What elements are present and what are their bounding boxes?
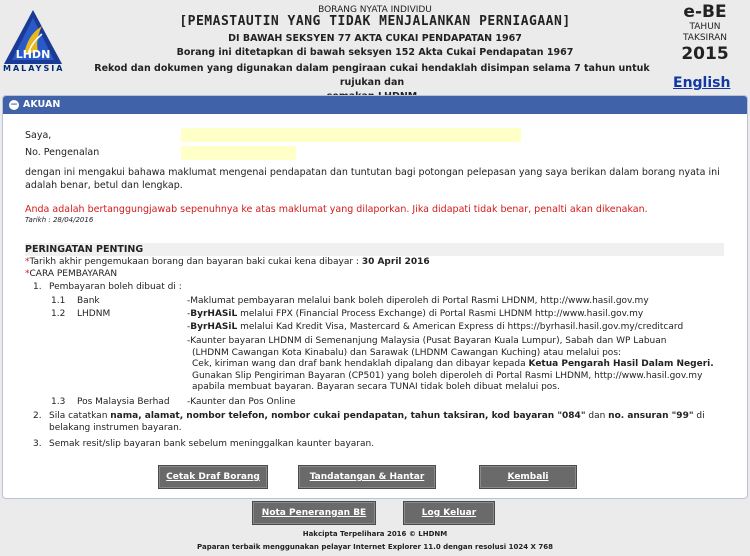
no-pengenalan-label: No. Pengenalan: [25, 147, 100, 158]
logout-button[interactable]: Log Keluar: [403, 501, 495, 525]
item2-e: di: [693, 411, 705, 421]
required-asterisk-icon: *: [25, 257, 30, 267]
declaration-text: [25, 166, 735, 192]
important-notice-heading: PERINGATAN PENTING: [25, 243, 724, 256]
form-type: BORANG NYATA INDIVIDU: [318, 5, 432, 15]
sub12-c3-text: Cek, kiriman wang dan draf bank hendaklah dipalang dan dibayar kepada: [192, 359, 529, 369]
sub12-b-text: melalui Kad Kredit Visa, Mastercard & American Express di https://byrhasil.hasil.gov.my/creditcard: [237, 322, 684, 332]
declaration-date: Tarikh : 28/04/2016: [25, 216, 94, 224]
panel-header: [3, 96, 747, 114]
sub12-a-text: melalui FPX (Financial Process Exchange) di Portal Rasmi LHDNM http://www.hasil.gov.my: [237, 309, 644, 319]
logo-country-text: MALAYSIA: [3, 64, 65, 73]
best-view-text: Paparan terbaik menggunakan pelayar Internet Explorer 11.0 dengan resolusi 1024 X 768: [197, 543, 553, 551]
english-language-link[interactable]: English: [673, 75, 731, 91]
item1-text: Pembayaran boleh dibuat di :: [49, 282, 182, 292]
declaration-line-1: dengan ini mengakui bahawa maklumat mengenai pendapatan dan tuntutan bagi potongan pelepasan yang saya berikan dalam borang nyata ini: [25, 167, 720, 178]
sub12-name: LHDNM: [77, 309, 111, 319]
sub11-desc: -Maklumat pembayaran melalui bank boleh diperoleh di Portal Rasmi LHDNM, http://www.hasil.gov.my: [187, 296, 649, 306]
payment-method-label: CARA PEMBAYARAN: [29, 269, 118, 279]
page-header: [0, 0, 750, 92]
item3-no: 3.: [33, 439, 42, 449]
sub12-c3: [187, 359, 727, 371]
logo-lettering: LHDN: [15, 48, 51, 61]
byrhasil-fpx-label: ByrHASiL: [190, 309, 238, 319]
saya-field: [181, 128, 521, 142]
payment-method-row: [25, 269, 117, 281]
item2-a: Sila catatkan: [49, 411, 111, 421]
saya-label: Saya,: [25, 130, 52, 141]
sub12-c-line-1: -Kaunter bayaran LHDNM di Semenanjung Malaysia (Pusat Bayaran Kuala Lumpur), Sabah dan WP Labuan: [187, 336, 667, 346]
item2-text: [49, 411, 729, 434]
sub12-no: 1.2: [51, 309, 66, 319]
form-decree: Borang ini ditetapkan di bawah seksyen 152 Akta Cukai Pendapatan 1967: [176, 47, 574, 58]
tahun-label: TAHUN: [689, 22, 721, 32]
sub13-no: 1.3: [51, 397, 66, 407]
collapse-toggle-icon[interactable]: −: [10, 100, 18, 110]
sub13-name: Pos Malaysia Berhad: [77, 397, 170, 407]
sub12-c1: Kaunter bayaran LHDNM di Semenanjung Malaysia (Pusat Bayaran Kuala Lumpur), Sabah dan WP Labuan: [190, 336, 667, 346]
assessment-year: 2015: [681, 44, 729, 64]
sub11-name: Bank: [77, 296, 100, 306]
taksiran-label: TAKSIRAN: [682, 33, 727, 43]
no-pengenalan-field: [181, 146, 296, 160]
item2-c: dan: [585, 411, 609, 421]
item2-no: 2.: [33, 411, 42, 421]
item2-d: no. ansuran "99": [608, 411, 694, 421]
item2-line-2: belakang instrumen bayaran.: [49, 422, 182, 433]
explanatory-note-button[interactable]: Nota Penerangan BE: [252, 501, 376, 525]
item2-line-1: [49, 411, 729, 423]
declaration-panel: [2, 95, 748, 499]
retention-line-1: Rekod dan dokumen yang digunakan dalam pengiraan cukai hendaklah disimpan selama 7 tahun untuk rujukan dan: [94, 63, 650, 88]
sub11-desc-text: Maklumat pembayaran melalui bank boleh diperoleh di Portal Rasmi LHDNM, http://www.hasil.gov.my: [190, 296, 649, 306]
copyright-text: Hakcipta Terpelihara 2016 © LHDNM: [302, 530, 448, 538]
sub12-c: [187, 336, 727, 394]
ebe-label: e-BE: [683, 2, 727, 22]
deadline-prefix: Tarikh akhir pengemukaan borang dan bayaran baki cukai kena dibayar :: [29, 257, 362, 267]
required-asterisk-icon: *: [25, 269, 30, 279]
form-section: DI BAWAH SEKSYEN 77 AKTA CUKAI PENDAPATAN 1967: [228, 33, 522, 44]
sign-submit-button[interactable]: Tandatangan & Hantar: [298, 465, 436, 489]
item1-no: 1.: [33, 282, 42, 292]
form-title: [PEMASTAUTIN YANG TIDAK MENJALANKAN PERNIAGAAN]: [179, 14, 571, 29]
byrhasil-card-label: ByrHASiL: [190, 322, 238, 332]
print-draft-button[interactable]: Cetak Draf Borang: [158, 465, 268, 489]
sub12-c2: (LHDNM Cawangan Kota Kinabalu) dan Sarawak (LHDNM Cawangan Kuching) atau melalui pos:: [192, 347, 622, 358]
sub13-desc-text: Kaunter dan Pos Online: [190, 397, 296, 407]
sub12-b: -ByrHASiL melalui Kad Kredit Visa, Mastercard & American Express di https://byrhasil.hasil.gov.my/creditcard: [187, 322, 684, 332]
item2-b: nama, alamat, nombor telefon, nombor cukai pendapatan, tahun taksiran, kod bayaran "084": [110, 411, 586, 421]
declaration-line-2: adalah benar, betul dan lengkap.: [25, 180, 183, 191]
penalty-warning: Anda adalah bertanggungjawab sepenuhnya ke atas maklumat yang dilaporkan. Jika didapati tidak benar, penalti akan dikenakan.: [25, 204, 648, 215]
back-button[interactable]: Kembali: [479, 465, 577, 489]
sub11-no: 1.1: [51, 296, 66, 306]
payee-name: Ketua Pengarah Hasil Dalam Negeri.: [528, 359, 714, 369]
item3-text: Semak resit/slip bayaran bank sebelum meninggalkan kaunter bayaran.: [49, 439, 375, 449]
sub13-desc: -Kaunter dan Pos Online: [187, 397, 296, 407]
panel-title: AKUAN: [23, 99, 61, 110]
sub12-c5: apabila membuat bayaran. Bayaran secara TUNAI tidak boleh dibuat melalui pos.: [192, 382, 560, 392]
sub12-a: -ByrHASiL melalui FPX (Financial Process Exchange) di Portal Rasmi LHDNM http://www.hasil.gov.my: [187, 309, 644, 319]
deadline-date: 30 April 2016: [361, 257, 430, 267]
sub12-c4: Gunakan Slip Pengiriman Bayaran (CP501) yang boleh diperoleh di Portal Rasmi LHDNM, http://www.hasil.gov.my: [192, 370, 703, 381]
deadline-row: [25, 257, 430, 269]
